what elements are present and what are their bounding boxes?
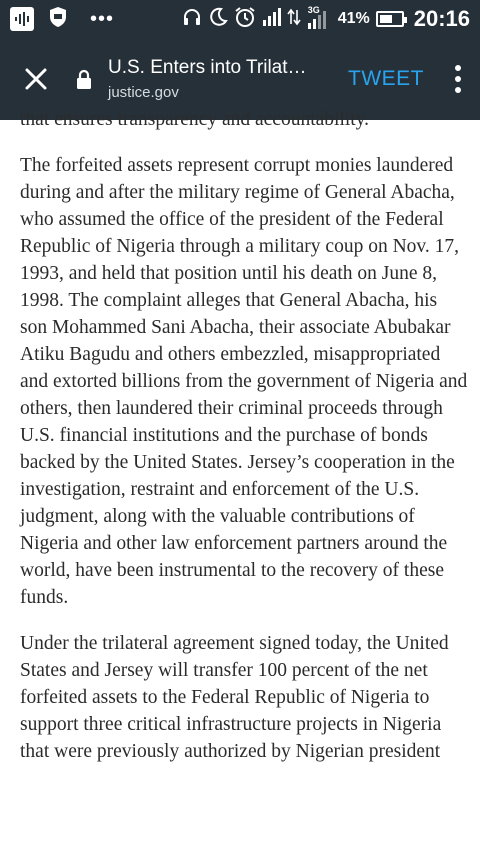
signal-icon (262, 8, 282, 31)
shield-icon (48, 6, 68, 33)
tweet-button[interactable]: TWEET (348, 67, 424, 90)
voice-app-icon (10, 7, 34, 31)
article-viewport[interactable] (0, 109, 480, 854)
page-title: U.S. Enters into Trilat… (108, 56, 307, 78)
clock-time: 20:16 (413, 6, 470, 31)
battery-percent: 41% (337, 10, 370, 27)
article-body (20, 106, 468, 784)
title-block (108, 56, 336, 103)
more-dots-icon: ••• (90, 8, 115, 30)
article-paragraph-1: The forfeited assets represent corrupt monies laundered during and after the military regime of General Abacha, who assumed the office of the president of the Federal Republic of Nigeria through a military coup on Nov. 17, 1993, and held that position until his death on June 8, 1998. The complaint alleges that General Abacha, his son Mohammed Sani Abacha, their associate Abubakar Atiku Bagudu and others embezzled, misappropriated and extorted billions from the government of Nigeria and others, then laundered their criminal proceeds through U.S. financial institutions and the purchase of bonds backed by the United States. Jersey’s cooperation in the investigation, restraint and enforcement of the U.S. judgment, along with the valuable contributions of Nigeria and other law enforcement partners around the world, have been instrumental to the recovery of these funds. (20, 155, 468, 608)
headphones-icon (182, 7, 202, 32)
alarm-icon (234, 6, 256, 33)
data-arrows-icon (288, 8, 300, 31)
lock-icon (72, 69, 96, 89)
more-vert-icon (455, 65, 461, 71)
close-icon (25, 68, 47, 90)
signal-3g-icon (306, 5, 332, 29)
article-paragraph-2: Under the trilateral agreement signed today, the United States and Jersey will transfer 100 percent of the net forfeited assets to the Federal Republic of Nigeria to support three critical infrastructure projects in Nigeria that were previously authorized by Nigerian president (20, 633, 449, 762)
page-url: justice.gov (108, 83, 179, 101)
moon-icon (208, 7, 228, 32)
status-bar (0, 0, 480, 38)
battery-icon (376, 11, 404, 27)
partial-top-line: that ensures transparency and accountability. (20, 109, 370, 130)
network-type-label: 3G (307, 5, 320, 15)
